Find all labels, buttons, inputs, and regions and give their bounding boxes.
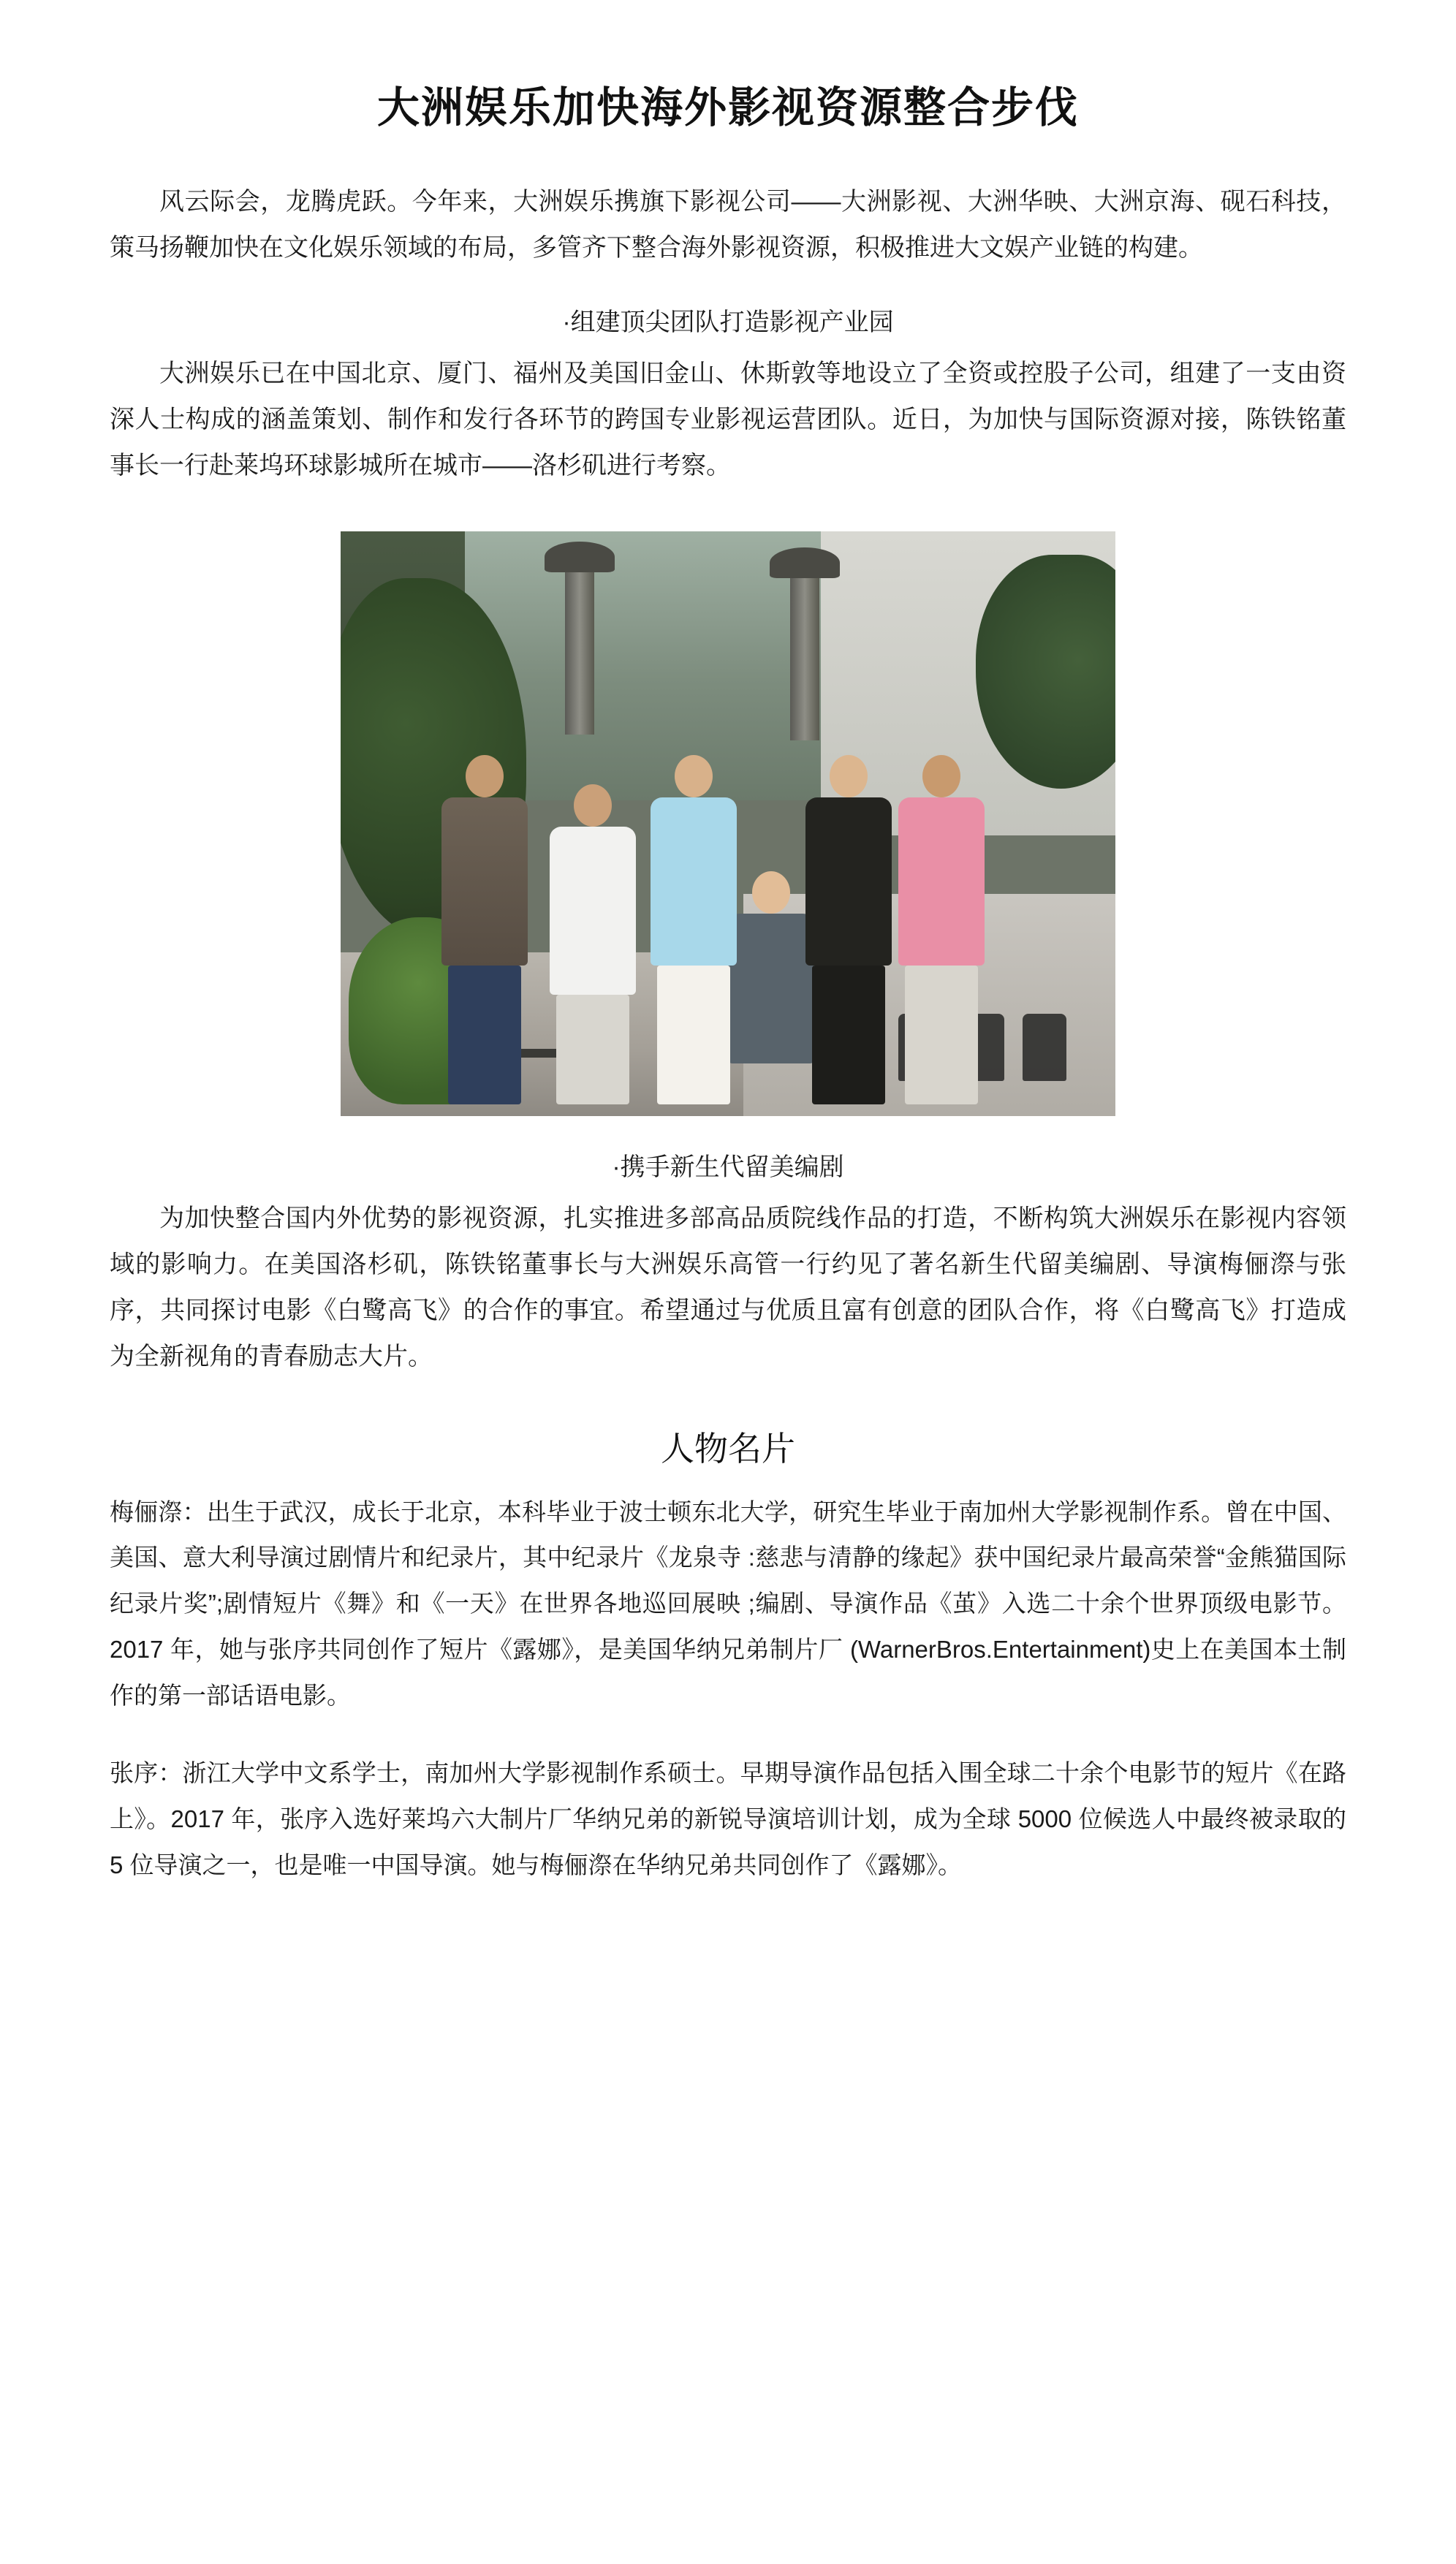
page-title: 大洲娱乐加快海外影视资源整合步伐: [376, 84, 1079, 132]
photo-patio-heater: [565, 566, 594, 735]
photo-person-legs: [657, 966, 730, 1104]
section-heading-1: ·组建顶尖团队打造影视产业园: [562, 308, 894, 337]
photo-person-legs: [556, 995, 629, 1104]
profiles-title: 人物名片: [661, 1429, 795, 1468]
photo-person-legs: [905, 966, 978, 1104]
photo-person-body: [651, 797, 737, 966]
photo-chair: [1023, 1014, 1066, 1081]
section-heading-2: ·携手新生代留美编剧: [612, 1153, 844, 1182]
section-body-1: 大洲娱乐已在中国北京、厦门、福州及美国旧金山、休斯敦等地设立了全资或控股子公司，组建了一支由资深人士构成的涵盖策划、制作和发行各环节的跨国专业影视运营团队。近日，为加快与国际资源对接，陈铁铭董事长一行赴莱坞环球影城所在城市——洛杉矶进行考察。: [110, 360, 1346, 480]
photo-person-body: [441, 797, 528, 966]
article-photo-figure: [110, 531, 1346, 1116]
article-photo: [341, 531, 1115, 1116]
photo-patio-heater: [790, 572, 819, 740]
photo-person: [441, 755, 528, 1104]
photo-person-head: [675, 755, 713, 797]
lead-paragraph: 风云际会，龙腾虎跃。今年来，大洲娱乐携旗下影视公司——大洲影视、大洲华映、大洲京海、砚石科技，策马扬鞭加快在文化娱乐领域的布局，多管齐下整合海外影视资源，积极推进大文娱产业链的构建。: [110, 188, 1346, 262]
photo-person: [651, 755, 737, 1104]
photo-person: [550, 784, 636, 1104]
photo-person-body: [805, 797, 892, 966]
photo-person-body: [728, 914, 814, 1063]
photo-person: [728, 871, 814, 1063]
photo-person-body: [898, 797, 985, 966]
profile-bio-2: 张序：浙江大学中文系学士，南加州大学影视制作系硕士。早期导演作品包括入围全球二十余个电影节的短片《在路上》。2017 年，张序入选好莱坞六大制片厂华纳兄弟的新锐导演培训计划，成为全球 5000 位候选人中最终被录取的 5 位导演之一，也是唯一中国导演。她与梅俪漈在华纳兄弟共同创作了《露娜》。: [110, 1759, 1346, 1878]
photo-person-head: [466, 755, 504, 797]
photo-person: [805, 755, 892, 1104]
photo-person-head: [922, 755, 960, 797]
profile-bio-1: 梅俪漈：出生于武汉，成长于北京，本科毕业于波士顿东北大学，研究生毕业于南加州大学影视制作系。曾在中国、美国、意大利导演过剧情片和纪录片，其中纪录片《龙泉寺 :慈悲与清静的缘起》获中国纪录片最高荣誉“金熊猫国际纪录片奖”;剧情短片《舞》和《一天》在世界各地巡回展映 ;编剧、导演作品《茧》入选二十余个世界顶级电影节。2017 年，她与张序共同创作了短片《露娜》，是美国华纳兄弟制片厂 (WarnerBros.Entertainment)史上在美国本土制作的第一部话语电影。: [110, 1498, 1346, 1709]
photo-person-legs: [812, 966, 885, 1104]
photo-person-body: [550, 827, 636, 995]
photo-person-legs: [448, 966, 521, 1104]
photo-person: [898, 755, 985, 1104]
photo-person-head: [574, 784, 612, 827]
photo-person-head: [830, 755, 868, 797]
section-body-2: 为加快整合国内外优势的影视资源，扎实推进多部高品质院线作品的打造，不断构筑大洲娱乐在影视内容领域的影响力。在美国洛杉矶，陈铁铭董事长与大洲娱乐高管一行约见了著名新生代留美编剧、导演梅俪漈与张序，共同探讨电影《白鹭高飞》的合作的事宜。希望通过与优质且富有创意的团队合作，将《白鹭高飞》打造成为全新视角的青春励志大片。: [110, 1205, 1346, 1370]
photo-person-head: [752, 871, 790, 914]
